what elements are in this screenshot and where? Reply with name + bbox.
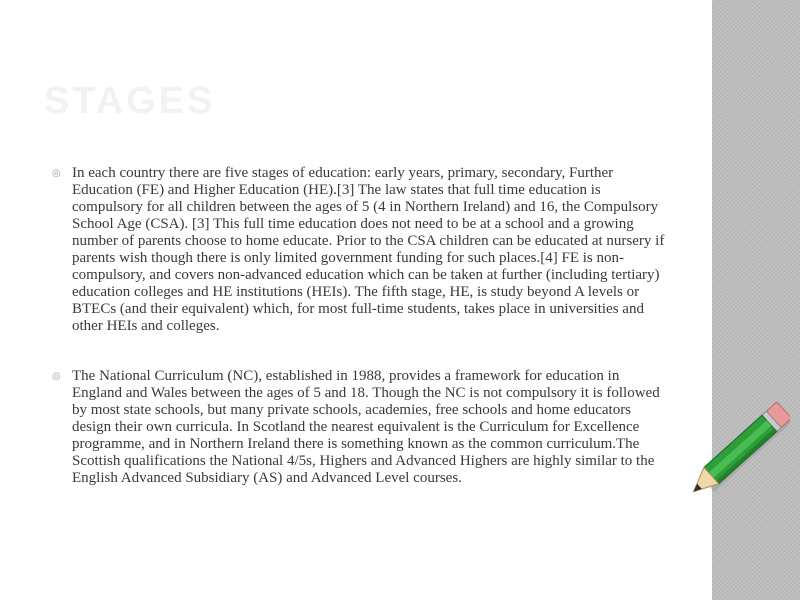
pencil-icon <box>680 395 790 520</box>
bullet-item <box>52 368 672 487</box>
bullet-item <box>52 165 672 335</box>
slide-body <box>52 165 672 520</box>
bullet-icon: ◎ <box>52 168 61 179</box>
bullet-text: The National Curriculum (NC), established in 1988, provides a framework for education in England and Wales between the ages of 5 and 18. Though the NC is not compulsory it is followed by most state schools, but many private schools, academies, free schools and home educators design their own curricula. In Scotland the nearest equivalent is the Curriculum for Excellence programme, and in Northern Ireland there is something known as the common curriculum.The Scottish qualifications the National 4/5s, Highers and Advanced Highers are highly similar to the English Advanced Subsidiary (AS) and Advanced Level courses. <box>72 368 660 486</box>
bullet-text: In each country there are five stages of education: early years, primary, secondary, Further Education (FE) and Higher Education (HE).[3] The law states that full time education is compulsory for all children between the ages of 5 (4 in Northern Ireland) and 16, the Compulsory School Age (CSA). [3] This full time education does not need to be at a school and a growing number of parents choose to home educate. Prior to the CSA children can be educated at nursery if parents wish though there is only limited government funding for such places.[4] FE is non-compulsory, and covers non-advanced education which can be taken at further (including tertiary) education colleges and HE institutions (HEIs). The fifth stage, HE, is study beyond A levels or BTECs (and their equivalent) which, for most full-time students, takes place in universities and other HEIs and colleges. <box>72 165 665 334</box>
slide-title: STAGES <box>44 80 216 122</box>
bullet-icon: ◎ <box>52 371 61 382</box>
